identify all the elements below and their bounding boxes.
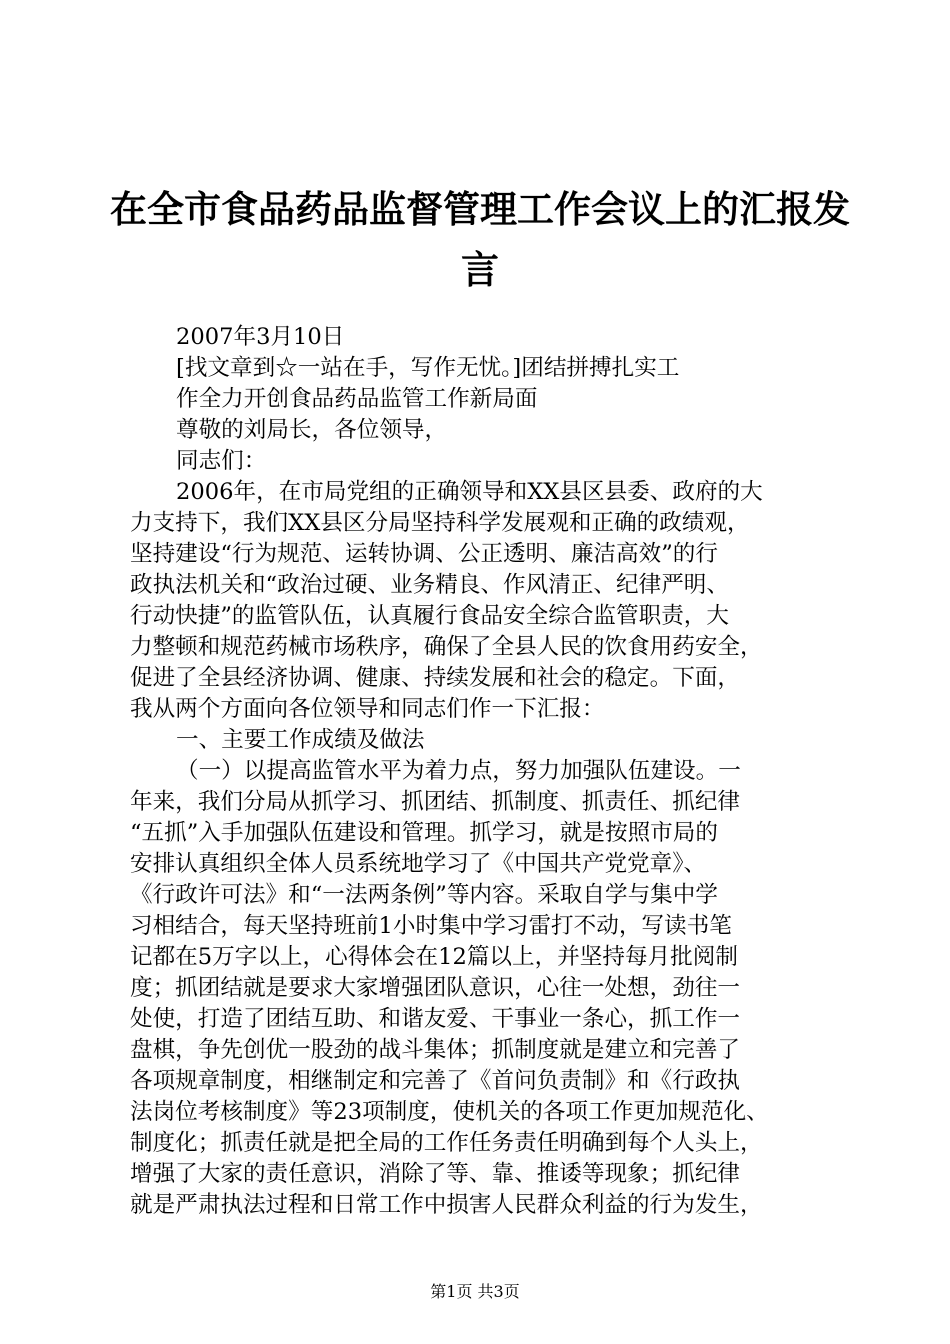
paragraph-line: 制度化；抓责任就是把全局的工作任务责任明确到每个人头上， — [130, 1130, 763, 1156]
heading-line: [找文章到☆一站在手，写作无忧。]团结拼搏扎实工 — [176, 355, 680, 381]
document-title-line-1: 在全市食品药品监督管理工作会议上的汇报发 — [110, 188, 850, 231]
paragraph-line: 增强了大家的责任意识，消除了等、靠、推诿等现象；抓纪律 — [130, 1161, 741, 1187]
salutation-line: 尊敬的刘局长，各位领导， — [176, 417, 448, 443]
heading-line: 作全力开创食品药品监管工作新局面 — [176, 386, 538, 412]
paragraph-line: 盘棋，争先创优一股劲的战斗集体；抓制度就是建立和完善了 — [130, 1037, 741, 1063]
paragraph-line: 年来，我们分局从抓学习、抓团结、抓制度、抓责任、抓纪律 — [130, 789, 741, 815]
paragraph-line: 就是严肃执法过程和日常工作中损害人民群众利益的行为发生， — [130, 1192, 763, 1218]
paragraph-line: 安排认真组织全体人员系统地学习了《中国共产党党章》、 — [130, 851, 707, 877]
paragraph-line: 我从两个方面向各位领导和同志们作一下汇报： — [130, 696, 605, 722]
paragraph-line: “五抓”入手加强队伍建设和管理。抓学习，就是按照市局的 — [130, 820, 718, 846]
paragraph-line: 政执法机关和“政治过硬、业务精良、作风清正、纪律严明、 — [130, 572, 729, 598]
paragraph-line: 度；抓团结就是要求大家增强团队意识，心往一处想，劲往一 — [130, 975, 741, 1001]
document-title-line-2: 言 — [460, 248, 499, 292]
paragraph-line: 法岗位考核制度》等23项制度，使机关的各项工作更加规范化、 — [130, 1099, 769, 1125]
salutation-line: 同志们： — [176, 448, 267, 474]
page-footer: 第1页 共3页 — [430, 1282, 520, 1301]
paragraph-line: 习相结合，每天坚持班前1小时集中学习雷打不动，写读书笔 — [130, 913, 732, 939]
section-heading-line: 一、主要工作成绩及做法 — [176, 727, 425, 753]
paragraph-line: （一）以提高监管水平为着力点，努力加强队伍建设。一 — [176, 758, 741, 784]
paragraph-line: 力支持下，我们XX县区分局坚持科学发展观和正确的政绩观， — [130, 510, 750, 536]
document-body — [130, 322, 830, 1221]
paragraph-line: 记都在5万字以上，心得体会在12篇以上，并坚持每月批阅制 — [130, 944, 738, 970]
paragraph-line: 2006年，在市局党组的正确领导和XX县区县委、政府的大 — [176, 479, 763, 505]
paragraph-line: 处使，打造了团结互助、和谐友爱、干事业一条心，抓工作一 — [130, 1006, 741, 1032]
paragraph-line: 各项规章制度，相继制定和完善了《首问负责制》和《行政执 — [130, 1068, 741, 1094]
paragraph-line: 坚持建设“行为规范、运转协调、公正透明、廉洁高效”的行 — [130, 541, 718, 567]
date-line: 2007年3月10日 — [176, 324, 345, 350]
paragraph-line: 力整顿和规范药械市场秩序，确保了全县人民的饮食用药安全， — [130, 634, 763, 660]
paragraph-line: 促进了全县经济协调、健康、持续发展和社会的稳定。下面， — [130, 665, 741, 691]
paragraph-line: 行动快捷”的监管队伍，认真履行食品安全综合监管职责，大 — [130, 603, 729, 629]
paragraph-line: 《行政许可法》和“一法两条例”等内容。采取自学与集中学 — [130, 882, 718, 908]
